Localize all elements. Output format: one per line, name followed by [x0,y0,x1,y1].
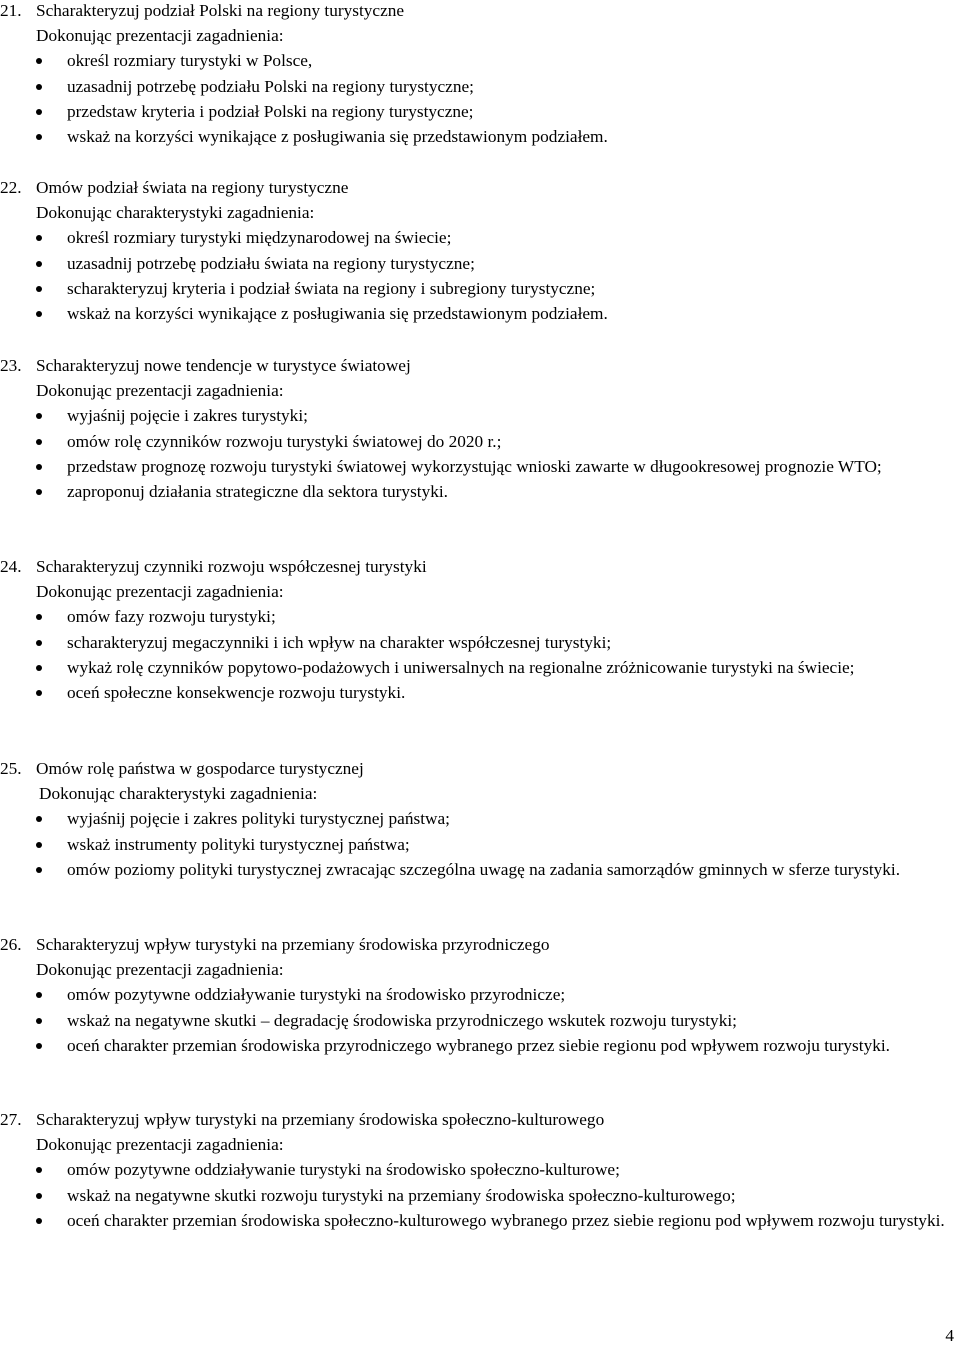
list-item [0,99,960,124]
bullet-list [0,604,960,705]
section-heading [0,756,960,781]
list-item-text: przedstaw kryteria i podział Polski na regiony turystyczne; [67,101,474,121]
list-item [0,48,960,73]
list-item [0,604,960,629]
list-item [0,655,960,680]
bullet-icon [36,286,42,292]
list-item-text: uzasadnij potrzebę podziału świata na regiony turystyczne; [67,253,475,273]
bullet-icon [36,842,42,848]
bullet-list [0,1157,960,1233]
bullet-icon [36,464,42,470]
list-item-text: oceń charakter przemian środowiska społeczno-kulturowego wybranego przez siebie regionu pod wpływem rozwoju turystyki. [67,1210,945,1230]
section-21 [0,0,960,149]
bullet-icon [36,439,42,445]
bullet-icon [36,109,42,115]
list-item-text: scharakteryzuj kryteria i podział świata na regiony i subregiony turystyczne; [67,278,596,298]
list-item-text: oceń charakter przemian środowiska przyrodniczego wybranego przez siebie regionu pod wpływem rozwoju turystyki. [67,1035,890,1055]
section-23 [0,353,960,504]
section-25 [0,756,960,882]
bullet-icon [36,1018,42,1024]
list-item-text: omów fazy rozwoju turystyki; [67,607,276,627]
list-item-text: wskaż instrumenty polityki turystycznej państwa; [67,834,410,854]
list-item [0,429,960,454]
list-item-text: oceń społeczne konsekwencje rozwoju turystyki. [67,683,406,703]
section-number: 27. [0,1110,22,1129]
list-item-text: zaproponuj działania strategiczne dla sektora turystyki. [67,482,449,502]
bullet-list [0,48,960,149]
list-item-text: wyjaśnij pojęcie i zakres polityki turystycznej państwa; [67,809,450,829]
list-item-text: omów poziomy polityki turystycznej zwracając szczególna uwagę na zadania samorządów gminnych w sferze turystyki. [67,859,901,879]
section-heading [0,175,960,200]
bullet-icon [36,1218,42,1224]
list-item-text: wskaż na korzyści wynikające z posługiwania się przedstawionym podziałem. [67,304,608,324]
list-item-text: scharakteryzuj megaczynniki i ich wpływ na charakter współczesnej turystyki; [67,632,612,652]
list-item [0,454,960,479]
list-item-text: wykaż rolę czynników popytowo-podażowych i uniwersalnych na regionalne zróżnicowanie turystyki na świecie; [67,657,855,677]
section-number: 21. [0,1,22,20]
section-heading [0,932,960,957]
list-item [0,1157,960,1182]
list-item-text: przedstaw prognozę rozwoju turystyki światowej wykorzystując wnioski zawarte w długookresowej prognozie WTO; [67,456,882,476]
list-item [0,124,960,149]
list-item-text: określ rozmiary turystyki międzynarodowej na świecie; [67,228,452,248]
bullet-list [0,225,960,326]
list-item-text: omów pozytywne oddziaływanie turystyki na środowisko społeczno-kulturowe; [67,1160,620,1180]
section-intro: Dokonując charakterystyki zagadnienia: [36,203,315,223]
section-number: 24. [0,557,22,576]
section-title: Scharakteryzuj wpływ turystyki na przemiany środowiska przyrodniczego [36,935,550,954]
section-22 [0,175,960,326]
bullet-icon [36,1193,42,1199]
list-item [0,680,960,705]
section-intro: Dokonując prezentacji zagadnienia: [36,582,284,602]
section-number: 25. [0,759,22,778]
section-intro: Dokonując prezentacji zagadnienia: [36,381,284,401]
bullet-icon [36,1043,42,1049]
list-item-text: wskaż na negatywne skutki – degradację środowiska przyrodniczego wskutek rozwoju turystyki; [67,1010,737,1030]
section-24 [0,554,960,705]
page-number: 4 [945,1326,954,1345]
list-item-text: wskaż na korzyści wynikające z posługiwania się przedstawionym podziałem. [67,127,608,147]
list-item [0,225,960,250]
list-item [0,806,960,831]
bullet-list [0,982,960,1058]
list-item [0,1033,960,1058]
list-item [0,1208,960,1233]
list-item [0,251,960,276]
bullet-list [0,403,960,504]
section-number: 23. [0,356,22,375]
list-item [0,630,960,655]
bullet-icon [36,58,42,64]
section-heading [0,1107,960,1132]
bullet-icon [36,1167,42,1173]
list-item [0,74,960,99]
section-heading [0,0,960,23]
bullet-icon [36,665,42,671]
section-title: Omów podział świata na regiony turystyczne [36,178,349,197]
section-number: 26. [0,935,22,954]
bullet-icon [36,489,42,495]
section-title: Scharakteryzuj nowe tendencje w turystyce światowej [36,356,411,375]
bullet-list [0,806,960,882]
section-title: Scharakteryzuj podział Polski na regiony turystyczne [36,1,405,20]
bullet-icon [36,992,42,998]
list-item-text: omów pozytywne oddziaływanie turystyki na środowisko przyrodnicze; [67,985,566,1005]
section-title: Scharakteryzuj czynniki rozwoju współczesnej turystyki [36,557,427,576]
list-item [0,479,960,504]
section-number: 22. [0,178,22,197]
list-item [0,403,960,428]
section-title: Scharakteryzuj wpływ turystyki na przemiany środowiska społeczno-kulturowego [36,1110,605,1129]
bullet-icon [36,640,42,646]
bullet-icon [36,84,42,90]
list-item [0,982,960,1007]
section-title: Omów rolę państwa w gospodarce turystycznej [36,759,364,778]
section-heading [0,353,960,378]
bullet-icon [36,867,42,873]
section-intro: Dokonując prezentacji zagadnienia: [36,26,284,46]
list-item-text: wskaż na negatywne skutki rozwoju turystyki na przemiany środowiska społeczno-kulturowego; [67,1185,736,1205]
bullet-icon [36,311,42,317]
bullet-icon [36,235,42,241]
section-26 [0,932,960,1058]
section-27 [0,1107,960,1233]
list-item [0,1183,960,1208]
bullet-icon [36,816,42,822]
list-item [0,832,960,857]
bullet-icon [36,261,42,267]
section-heading [0,554,960,579]
bullet-icon [36,413,42,419]
list-item [0,1008,960,1033]
section-intro: Dokonując prezentacji zagadnienia: [36,1135,284,1155]
bullet-icon [36,614,42,620]
list-item-text: wyjaśnij pojęcie i zakres turystyki; [67,406,308,426]
list-item-text: uzasadnij potrzebę podziału Polski na regiony turystyczne; [67,76,474,96]
list-item [0,301,960,326]
list-item [0,857,960,882]
bullet-icon [36,690,42,696]
list-item-text: określ rozmiary turystyki w Polsce, [67,51,313,71]
section-intro: Dokonując charakterystyki zagadnienia: [39,784,318,804]
bullet-icon [36,134,42,140]
list-item-text: omów rolę czynników rozwoju turystyki światowej do 2020 r.; [67,431,502,451]
list-item [0,276,960,301]
section-intro: Dokonując prezentacji zagadnienia: [36,960,284,980]
